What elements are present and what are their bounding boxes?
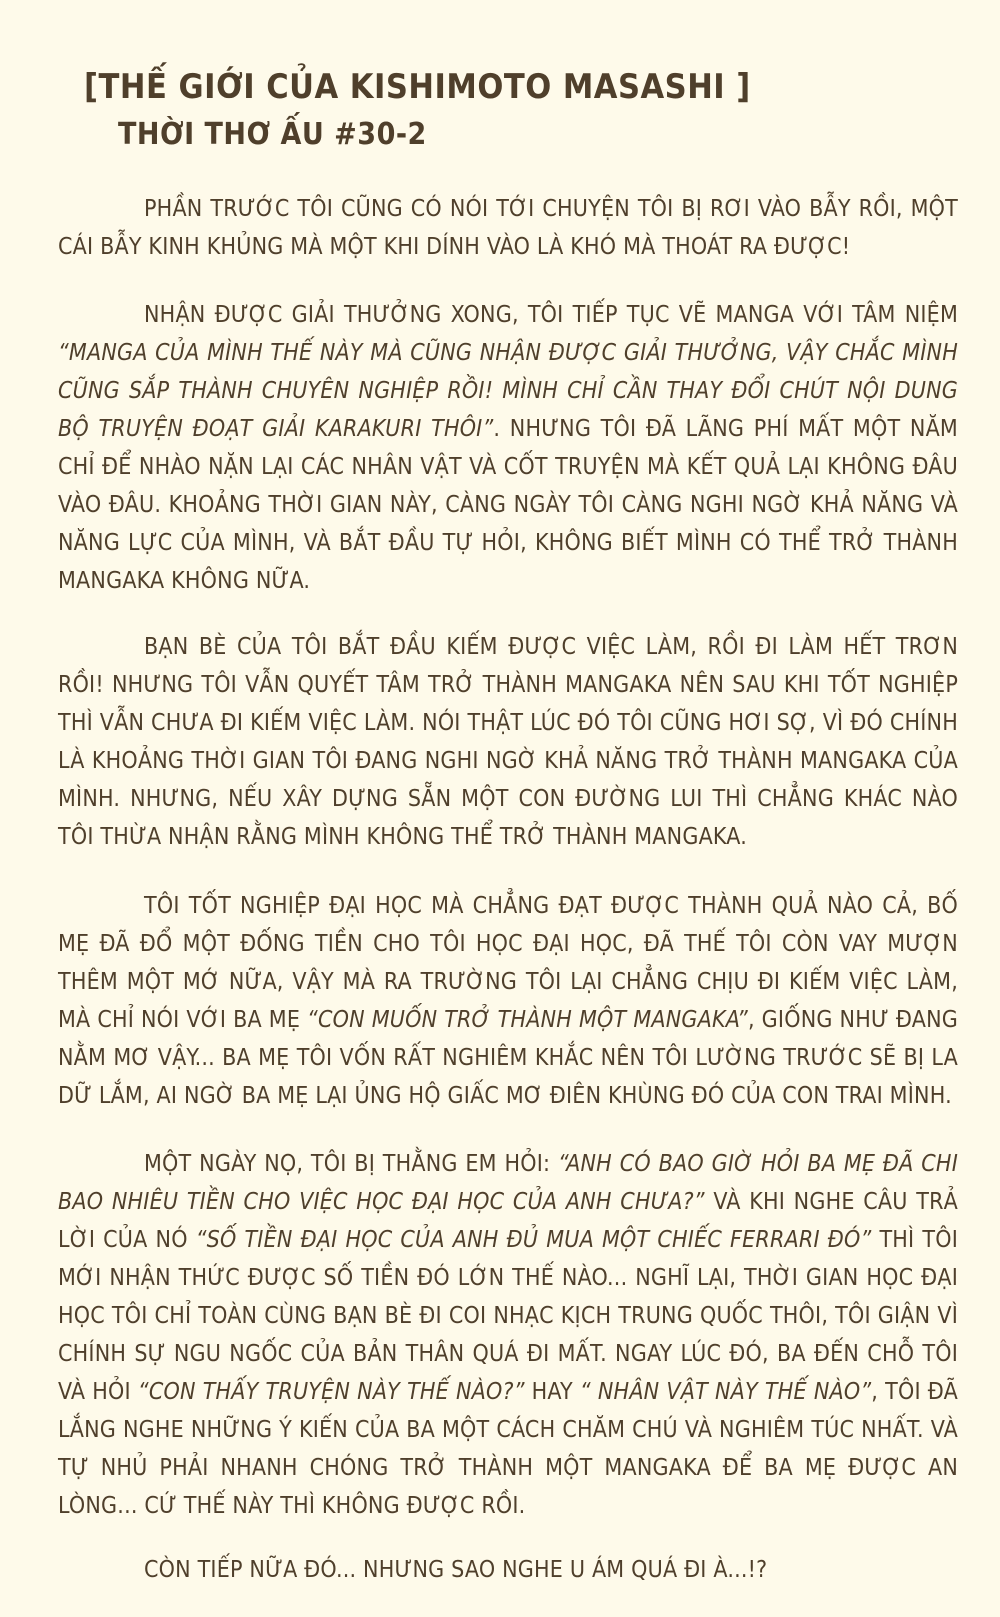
paragraph-5-quote-1: “ANH CÓ BAO GIỜ HỎI BA MẸ ĐÃ CHI BAO NHIÊU TIỀN CHO VIỆC HỌC ĐẠI HỌC CỦA ANH CHƯA?” (58, 1151, 958, 1215)
paragraph-5-text-2: VÀ KHI NGHE CÂU TRẢ LỜI CỦA NÓ (58, 1189, 958, 1253)
paragraph-1-text: PHẦN TRƯỚC TÔI CŨNG CÓ NÓI TỚI CHUYỆN TÔI BỊ RƠI VÀO BẪY RỒI, MỘT CÁI BẪY KINH KHỦNG MÀ MỘT KHI DÍNH VÀO LÀ KHÓ MÀ THOÁT RA ĐƯỢC! (58, 196, 958, 260)
paragraph-1 (58, 190, 958, 266)
paragraph-5-quote-4: “ NHÂN VẬT NÀY THẾ NÀO” (579, 1379, 872, 1405)
paragraph-5-quote-2: “SỐ TIỀN ĐẠI HỌC CỦA ANH ĐỦ MUA MỘT CHIẾC FERRARI ĐÓ” (195, 1227, 872, 1253)
paragraph-2-text-2: . NHƯNG TÔI ĐÃ LÃNG PHÍ MẤT MỘT NĂM CHỈ ĐỂ NHÀO NẶN LẠI CÁC NHÂN VẬT VÀ CỐT TRUYỆN MÀ KẾT QUẢ LẠI KHÔNG ĐÂU VÀO ĐÂU. KHOẢNG THỜI GIAN NÀY, CÀNG NGÀY TÔI CÀNG NGHI NGỜ KHẢ NĂNG VÀ NĂNG LỰC CỦA MÌNH, VÀ BẮT ĐẦU TỰ HỎI, KHÔNG BIẾT MÌNH CÓ THỂ TRỞ THÀNH MANGAKA KHÔNG NỮA. (58, 416, 958, 594)
page-title: [THẾ GIỚI CỦA KISHIMOTO MASASHI ] (84, 67, 751, 107)
paragraph-5-quote-3: “CON THẤY TRUYỆN NÀY THẾ NÀO?” (137, 1379, 525, 1405)
paragraph-5-text-1: MỘT NGÀY NỌ, TÔI BỊ THẰNG EM HỎI: (144, 1151, 558, 1177)
paragraph-3 (58, 628, 958, 856)
page-subtitle: THỜI THƠ ẤU #30-2 (118, 117, 427, 152)
article-body (58, 190, 958, 1617)
paragraph-4-text-1: TÔI TỐT NGHIỆP ĐẠI HỌC MÀ CHẲNG ĐẠT ĐƯỢC THÀNH QUẢ NÀO CẢ, BỐ MẸ ĐÃ ĐỔ MỘT ĐỐNG TIỀN CHO TÔI HỌC ĐẠI HỌC, ĐÃ THẾ TÔI CÒN VAY MƯỢN THÊM MỘT MỚ NỮA, VẬY MÀ RA TRƯỜNG TÔI LẠI CHẲNG CHỊU ĐI KIẾM VIỆC LÀM, MÀ CHỈ NÓI VỚI BA MẸ (58, 893, 958, 1033)
paragraph-4-quote-1: “CON MUỐN TRỞ THÀNH MỘT MANGAKA” (307, 1007, 748, 1033)
paragraph-4-text-2: , GIỐNG NHƯ ĐANG NẰM MƠ VẬY... BA MẸ TÔI VỐN RẤT NGHIÊM KHẮC NÊN TÔI LƯỜNG TRƯỚC SẼ BỊ LA DỮ LẮM, AI NGỜ BA MẸ LẠI ỦNG HỘ GIẤC MƠ ĐIÊN KHÙNG ĐÓ CỦA CON TRAI MÌNH. (58, 1007, 958, 1109)
paragraph-6 (58, 1551, 958, 1589)
paragraph-2-quote-1: “MANGA CỦA MÌNH THẾ NÀY MÀ CŨNG NHẬN ĐƯỢC GIẢI THƯỞNG, VẬY CHẮC MÌNH CŨNG SẮP THÀNH CHUYÊN NGHIỆP RỒI! MÌNH CHỈ CẦN THAY ĐỔI CHÚT NỘI DUNG BỘ TRUYỆN ĐOẠT GIẢI KARAKURI THÔI” (58, 340, 958, 442)
paragraph-5 (58, 1145, 958, 1525)
paragraph-5-text-3: THÌ TÔI MỚI NHẬN THỨC ĐƯỢC SỐ TIỀN ĐÓ LỚN THẾ NÀO... NGHĨ LẠI, THỜI GIAN HỌC ĐẠI HỌC TÔI CHỈ TOÀN CÙNG BẠN BÈ ĐI COI NHẠC KỊCH TRUNG QUỐC THÔI, TÔI GIẬN VÌ CHÍNH SỰ NGU NGỐC CỦA BẢN THÂN QUÁ ĐI MẤT. NGAY LÚC ĐÓ, BA ĐẾN CHỖ TÔI VÀ HỎI (58, 1227, 958, 1405)
paragraph-6-text: CÒN TIẾP NỮA ĐÓ... NHƯNG SAO NGHE U ÁM QUÁ ĐI À...!? (144, 1557, 768, 1583)
paragraph-3-text: BẠN BÈ CỦA TÔI BẮT ĐẦU KIẾM ĐƯỢC VIỆC LÀM, RỒI ĐI LÀM HẾT TRƠN RỒI! NHƯNG TÔI VẪN QUYẾT TÂM TRỞ THÀNH MANGAKA NÊN SAU KHI TỐT NGHIỆP THÌ VẪN CHƯA ĐI KIẾM VIỆC LÀM. NÓI THẬT LÚC ĐÓ TÔI CŨNG HƠI SỢ, VÌ ĐÓ CHÍNH LÀ KHOẢNG THỜI GIAN TÔI ĐANG NGHI NGỜ KHẢ NĂNG TRỞ THÀNH MANGAKA CỦA MÌNH. NHƯNG, NẾU XÂY DỰNG SẴN MỘT CON ĐƯỜNG LUI THÌ CHẲNG KHÁC NÀO TÔI THỪA NHẬN RẰNG MÌNH KHÔNG THỂ TRỞ THÀNH MANGAKA. (58, 634, 958, 850)
paragraph-4 (58, 887, 958, 1115)
paragraph-2-text-1: NHẬN ĐƯỢC GIẢI THƯỞNG XONG, TÔI TIẾP TỤC VẼ MANGA VỚI TÂM NIỆM (144, 302, 958, 328)
paragraph-5-text-5: , TÔI ĐÃ LẮNG NGHE NHỮNG Ý KIẾN CỦA BA MỘT CÁCH CHĂM CHÚ VÀ NGHIÊM TÚC NHẤT. VÀ TỰ NHỦ PHẢI NHANH CHÓNG TRỞ THÀNH MỘT MANGAKA ĐỂ BA MẸ ĐƯỢC AN LÒNG... CỨ THẾ NÀY THÌ KHÔNG ĐƯỢC RỒI. (58, 1379, 958, 1519)
paragraph-5-text-4: HAY (524, 1379, 580, 1405)
paragraph-2 (58, 296, 958, 600)
